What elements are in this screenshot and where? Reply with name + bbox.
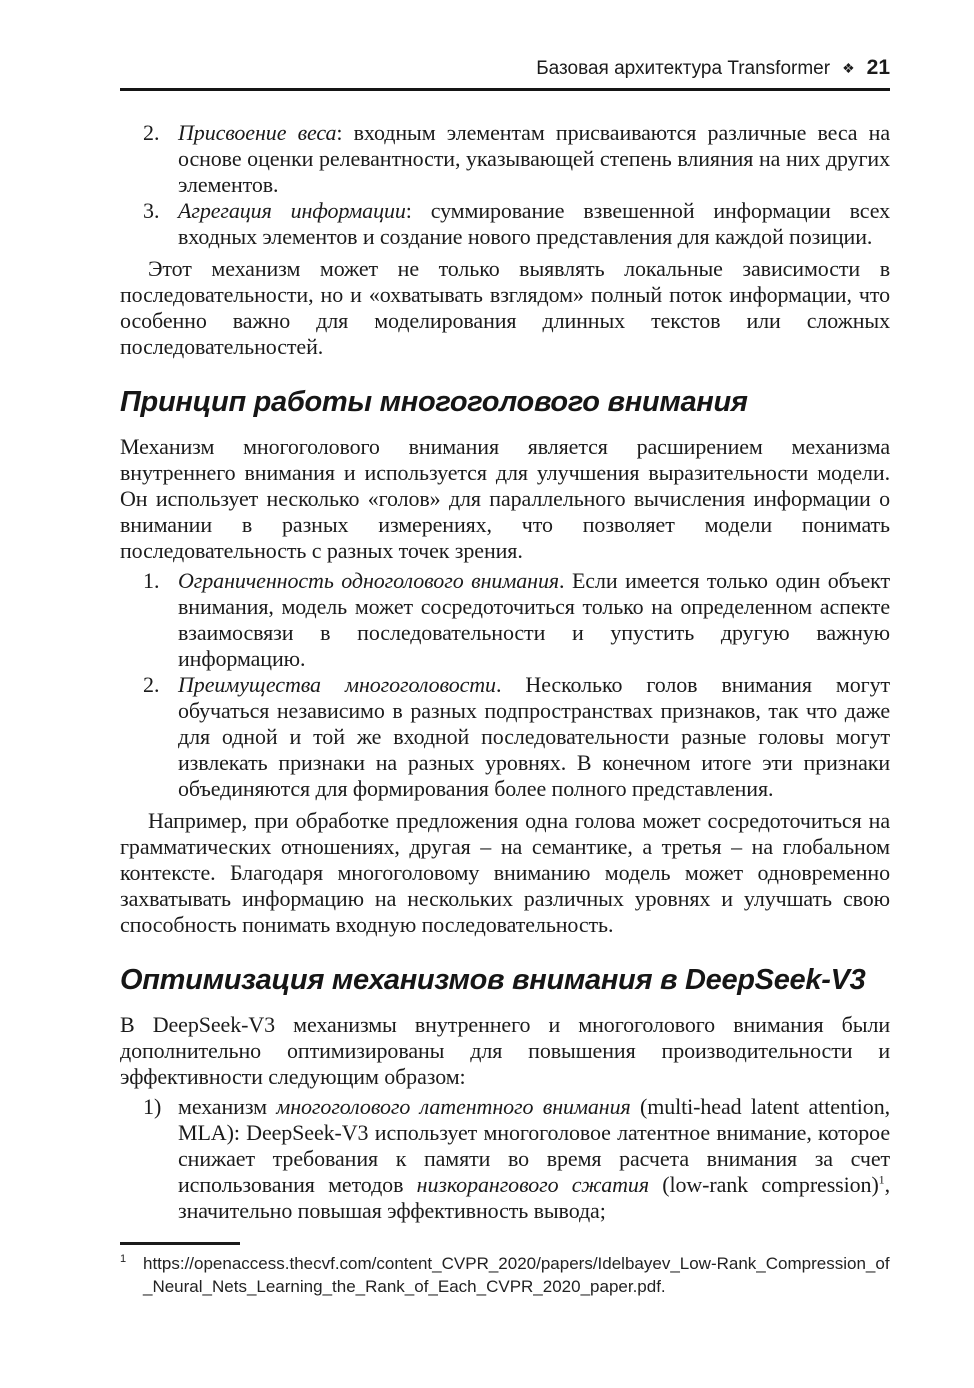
list-item-term: Агрегация информации (178, 198, 406, 223)
list-item-text (178, 568, 890, 672)
footnote-area (120, 1242, 890, 1298)
list-item (120, 198, 890, 250)
footnote-marker: 1 (120, 1253, 127, 1265)
footnote-rule (120, 1242, 240, 1245)
running-head-title: Базовая архитектура Transformer (536, 58, 831, 79)
header-rule (120, 88, 890, 91)
list-item-number: 1) (143, 1094, 162, 1119)
page-number: 21 (866, 56, 890, 79)
list-item-body-text: : входным элементам присваиваются различные веса на основе оценки релевантности, указывающей степень влияния на них других элементов. (178, 120, 890, 197)
list-item-term: Преимущества многоголовости (178, 672, 496, 697)
footnote-url-text: https://openaccess.thecvf.com/content_CVPR_2020/papers/Idelbayev_Low-Rank_Compression_of_Neural_Nets_Learning_the_Rank_of_Each_CVPR_2020_paper.pdf. (143, 1254, 890, 1296)
footnote (120, 1252, 890, 1298)
list-item-term: Ограниченность одноголового внимания (178, 568, 559, 593)
paragraph-mechanism-scope: Этот механизм может не только выявлять локальные зависимости в последовательности, но и «охватывать взглядом» полный поток информации, что особенно важно для моделирования длинных текстов или сложных последовательностей. (120, 256, 890, 359)
deepseek-optimizations-list (120, 1094, 890, 1224)
section-heading-deepseek-optimization: Оптимизация механизмов внимания в DeepSeek-V3 (120, 964, 866, 996)
list-item-text (178, 198, 890, 250)
list-item-number: 2. (143, 672, 160, 697)
list-item (120, 672, 890, 802)
list-item-text (178, 672, 890, 802)
list-item-number: 2. (143, 120, 160, 145)
paragraph-deepseek-intro: В DeepSeek-V3 механизмы внутреннего и многоголового внимания были дополнительно оптимизированы для повышения производительности и эффективности следующим образом: (120, 1012, 890, 1089)
paragraph-multihead-example: Например, при обработке предложения одна голова может сосредоточиться на грамматических отношениях, другая – на семантике, а третья – на глобальном контексте. Благодаря многоголовому вниманию модель может одновременно захватывать информацию на нескольких различных уровнях и улучшать свою способность понимать входную последовательность. (120, 808, 890, 937)
multihead-points-list (120, 568, 890, 802)
paragraph-multihead-intro: Механизм многоголового внимания является расширением механизма внутреннего внимания и используется для улучшения выразительности модели. Он использует несколько «голов» для параллельного вычисления информации о внимании в разных измерениях, что позволяет модели понимать последовательность с разных точек зрения. (120, 434, 890, 563)
page-header (120, 56, 890, 80)
list-item-number: 3. (143, 198, 160, 223)
list-item (120, 1094, 890, 1224)
diamond-ornament-icon: ❖ (842, 60, 855, 76)
list-item (120, 120, 890, 198)
list-item (120, 568, 890, 672)
list-item-body-text: . Несколько голов внимания могут обучаться независимо в разных подпространствах признаков, так что даже для одной и той же входной последовательности разные головы могут извлекать признаки на разных уровнях. В конечном итоге эти признаки объединяются для формирования более полного представления. (178, 672, 890, 801)
list-item-body-text: . Если имеется только один объект внимания, модель может сосредоточиться только на определенном аспекте взаимосвязи в последовательности и упустить другую важную информацию. (178, 568, 890, 671)
list-item-number: 1. (143, 568, 160, 593)
section-heading-multihead-principle: Принцип работы многоголового внимания (120, 386, 748, 418)
list-item-text: механизм многоголового латентного внимания (multi-head latent attention, MLA): DeepSeek-V3 использует многоголовое латентное внимание, которое снижает требования к памяти во время расчета внимания за счет использования методов низкорангового сжатия (low-rank compression)$^1$, значительно повышая эффективность вывода; (178, 1094, 890, 1223)
list-item-body-text: : суммирование взвешенной информации всех входных элементов и создание нового представления для каждой позиции. (178, 198, 890, 249)
list-item-term: Присвоение веса (178, 120, 337, 145)
attention-steps-list (120, 120, 890, 250)
list-item-text (178, 120, 890, 198)
